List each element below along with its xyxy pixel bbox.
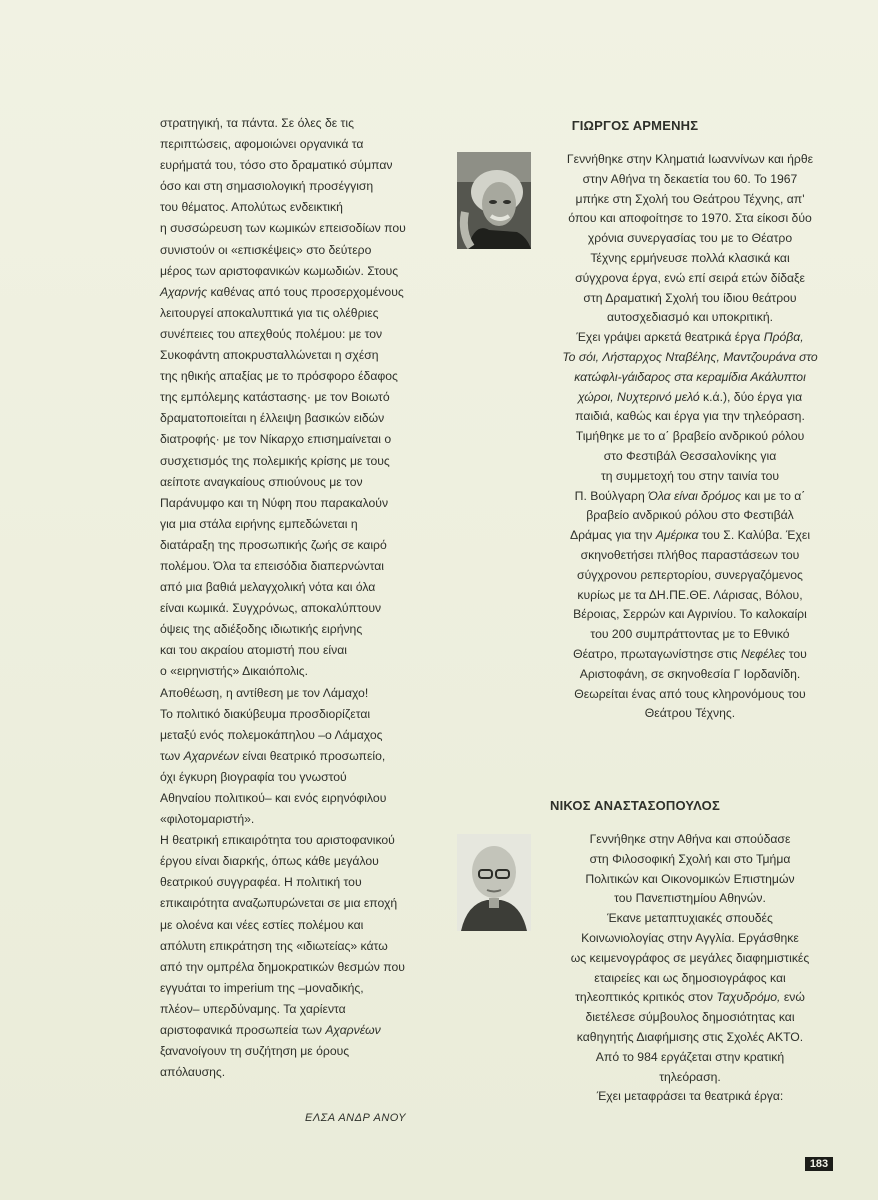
text-line: αυτοσχεδιασμό και υποκριτική. (606, 310, 773, 325)
text-line: Θεάτρου Τέχνης. (644, 706, 736, 721)
text-line: από μια βαθιά μελαγχολική νότα και όλα (160, 580, 376, 595)
text-line: έργου είναι διαρκής, όπως κάθε μεγάλου (160, 854, 379, 869)
author-signature: ΕΛΣΑ ΑΝΔΡ ΑΝΟΥ (305, 1112, 407, 1124)
text-line: χώροι, Νυχτερινό μελό κ.ά.), δύο έργα για (577, 389, 803, 404)
text-line: Κοινωνιολογίας στην Αγγλία. Εργάσθηκε (581, 930, 799, 945)
text-line: στη Φιλοσοφική Σχολή και στο Τμήμα (589, 851, 791, 866)
text-line: Βέροιας, Σερρών και Αγρινίου. Το καλοκαίρι (573, 607, 807, 622)
text-line: σύγχρονου ρεπερτορίου, συνεργαζόμενος (577, 567, 803, 582)
text-line: Το σόι, Λήσταρχος Νταβέλης, Μαντζουράνα στο (562, 349, 818, 364)
text-line: συνιστούν οι «επισκέψεις» στο δεύτερο (160, 242, 372, 257)
text-line: του 200 συμπράττοντας με το Εθνικό (590, 627, 790, 642)
anastasopoulos-photo (457, 834, 531, 931)
text-line: Αθηναίου πολιτικού– και ενός ειρηνόφιλου (160, 791, 387, 805)
text-line: απόλυτη επικράτηση της «ιδιωτείας» κάτω (160, 938, 388, 953)
text-line: του θέματος. Απολύτως ενδεικτική (160, 200, 343, 215)
text-line: Η θεατρική επικαιρότητα του αριστοφανικού (160, 833, 395, 848)
text-line: μεταξύ ενός πολεμοκάπηλου –ο Λάμαχος (160, 727, 383, 742)
text-line: «φιλοτομαριστή». (160, 812, 255, 827)
armenis-bio (545, 150, 835, 724)
text-line: σύγχρονα έργα, ενώ επί σειρά ετών δίδαξε (575, 270, 805, 285)
text-line: όπου και αποφοίτησε το 1970. Στα είκοσι δύο (568, 211, 812, 226)
text-line: τη συμμετοχή του στην ταινία του (600, 468, 780, 483)
text-line: μέρος των αριστοφανικών κωμωδιών. Στους (160, 263, 399, 278)
text-line: Συκοφάντη αποκρυσταλλώνεται η σχέση (160, 348, 379, 363)
text-line: του Πανεπιστημίου Αθηνών. (614, 891, 766, 906)
text-line: τηλεοπτικός κριτικός στον Ταχυδρόμο, ενώ (575, 990, 805, 1005)
armenis-name: ΓΙΩΡΓΟΣ ΑΡΜΕΝΗΣ (571, 118, 699, 133)
text-line: της εμπόλεμης κατάστασης· με τον Βοιωτό (160, 390, 390, 405)
text-line: ως κειμενογράφος σε μεγάλες διαφημιστικές (570, 950, 810, 965)
text-line: χρόνια συνεργασίας του με το Θέατρο (587, 231, 793, 246)
text-line: πλέον– υπερδύναμης. Τα χαρίεντα (160, 1001, 346, 1016)
text-line: παιδιά, καθώς και έργα για την τηλεόραση. (575, 409, 805, 424)
text-line: Τέχνης ερμήνευσε πολλά κλασικά και (590, 250, 790, 265)
armenis-photo (457, 152, 531, 249)
text-line: σκηνοθετήσει πλήθος παραστάσεων του (580, 547, 800, 562)
text-line: αριστοφανικά προσωπεία των Αχαρνέων (160, 1023, 381, 1038)
text-line: της ηθικής απαξίας με το πρόσφορο έδαφος (160, 369, 398, 384)
text-line: συνέπειες του απεχθούς πολέμου: με τον (160, 326, 383, 341)
anastasopoulos-bio (545, 830, 835, 1107)
text-line: ο «ειρηνιστής» Δικαιόπολις. (160, 664, 309, 679)
text-line: Π. Βούλγαρη Όλα είναι δρόμος και με το α΄ (574, 488, 806, 503)
essay-column (160, 113, 422, 1083)
text-line: τηλεόραση. (659, 1069, 721, 1084)
text-line: λειτουργεί αποκαλυπτικά για τις ολέθριες (160, 305, 379, 320)
text-line: πολέμου. Όλα τα επεισόδια διαπερνώνται (160, 558, 385, 573)
text-line: Έχει μεταφράσει τα θεατρικά έργα: (596, 1089, 784, 1104)
text-line: Παράνυμφο και τη Νύφη που παρακαλούν (160, 495, 389, 510)
text-line: διατροφής· με τον Νίκαρχο επισημαίνεται ο (160, 432, 392, 447)
text-line: ξανανοίγουν τη συζήτηση με όρους (160, 1044, 350, 1059)
text-line: όψεις της αδιέξοδης ιδιωτικής ειρήνης (160, 622, 363, 637)
text-line: θεατρικού συγγραφέα. Η πολιτική του (160, 875, 362, 890)
text-line: Έκανε μεταπτυχιακές σπουδές (607, 911, 773, 926)
text-line: Από το 984 εργάζεται στην κρατική (595, 1049, 785, 1064)
text-line: για μια στάλα ειρήνης εμπεδώνεται η (160, 516, 358, 531)
text-line: περιπτώσεις, αφομοιώνει οργανικά τα (160, 137, 364, 152)
text-line: Γεννήθηκε στην Κληματιά Ιωαννίνων και ήρθε (566, 152, 814, 166)
text-line: δραματοποιείται η έλλειψη βασικών ειδών (160, 411, 385, 426)
page-number: 183 (805, 1157, 833, 1171)
text-line: Πολιτικών και Οικονομικών Επιστημών (585, 871, 795, 886)
text-line: διετέλεσε σύμβουλος δημοσιότητας και (585, 1010, 795, 1025)
anastasopoulos-name: ΝΙΚΟΣ ΑΝΑΣΤΑΣΟΠΟΥΛΟΣ (550, 798, 720, 813)
text-line: εταιρείες και ως δημοσιογράφος και (594, 970, 786, 985)
text-line: στο Φεστιβάλ Θεσσαλονίκης για (603, 448, 777, 463)
text-line: Αριστοφάνη, σε σκηνοθεσία Γ Ιορδανίδη. (579, 666, 801, 681)
text-line: ευρήματά του, τόσο στο δραματικό σύμπαν (160, 158, 393, 173)
text-line: στη Δραματική Σχολή του ίδιου θεάτρου (583, 290, 797, 305)
text-line: όσο και στη σημασιολογική προσέγγιση (160, 179, 374, 194)
text-line: η συσσώρευση των κωμικών επεισοδίων που (160, 221, 406, 236)
text-line: και του ακραίου ατομιστή που είναι (160, 643, 347, 658)
text-line: από την ομπρέλα δημοκρατικών θεσμών που (160, 959, 405, 974)
text-line: με ολοένα και νέες εστίες πολέμου και (160, 917, 364, 932)
text-line: καθηγητής Διαφήμισης στις Σχολές ΑΚΤΟ. (576, 1029, 804, 1044)
text-line: απόλαυσης. (160, 1065, 226, 1080)
text-line: είναι κωμικά. Συγχρόνως, αποκαλύπτουν (160, 601, 382, 616)
text-line: αείποτε αναγκαίους σπιούνους με τον (160, 474, 363, 489)
text-line: βραβείο ανδρικού ρόλου στο Φεστιβάλ (586, 508, 794, 523)
text-line: Θέατρο, πρωταγωνίστησε στις Νεφέλες του (573, 646, 807, 661)
text-line: Γεννήθηκε στην Αθήνα και σπούδασε (589, 832, 791, 846)
text-line: στρατηγική, τα πάντα. Σε όλες δε τις (160, 116, 354, 130)
text-line: διατάραξη της προσωπικής ζωής σε καιρό (160, 537, 387, 552)
text-line: συσχετισμός της πολεμικής κρίσης με τους (160, 453, 390, 468)
text-line: Αποθέωση, η αντίθεση με τον Λάμαχο! (160, 685, 369, 700)
text-line: όχι έγκυρη βιογραφία του γνωστού (160, 769, 347, 784)
text-line: μπήκε στη Σχολή του Θεάτρου Τέχνης, απ' (575, 191, 805, 206)
text-line: Έχει γράψει αρκετά θεατρικά έργα Πρόβα, (576, 330, 804, 345)
text-line: κατώφλι-γάιδαρος στα κεραμίδια Ακάλυπτοι (574, 369, 806, 384)
text-line: των Αχαρνέων είναι θεατρικό προσωπείο, (160, 748, 386, 763)
text-line: Δράμας για την Αμέρικα του Σ. Καλύβα. Έχει (569, 528, 811, 543)
text-line: κυρίως με τα ΔΗ.ΠΕ.ΘΕ. Λάρισας, Βόλου, (577, 587, 803, 602)
text-line: στην Αθήνα τη δεκαετία του 60. Το 1967 (582, 171, 798, 186)
text-line: Αχαρνής καθένας από τους προσερχομένους (160, 284, 404, 299)
text-line: επικαιρότητα αναζωπυρώνεται σε μια εποχή (160, 896, 398, 911)
text-line: εγγυάται το imperium της –μοναδικής, (160, 980, 364, 995)
text-line: Το πολιτικό διακύβευμα προσδιορίζεται (160, 706, 371, 721)
text-line: Τιμήθηκε με το α΄ βραβείο ανδρικού ρόλου (575, 429, 805, 444)
text-line: Θεωρείται ένας από τους κληρονόμους του (574, 686, 806, 701)
